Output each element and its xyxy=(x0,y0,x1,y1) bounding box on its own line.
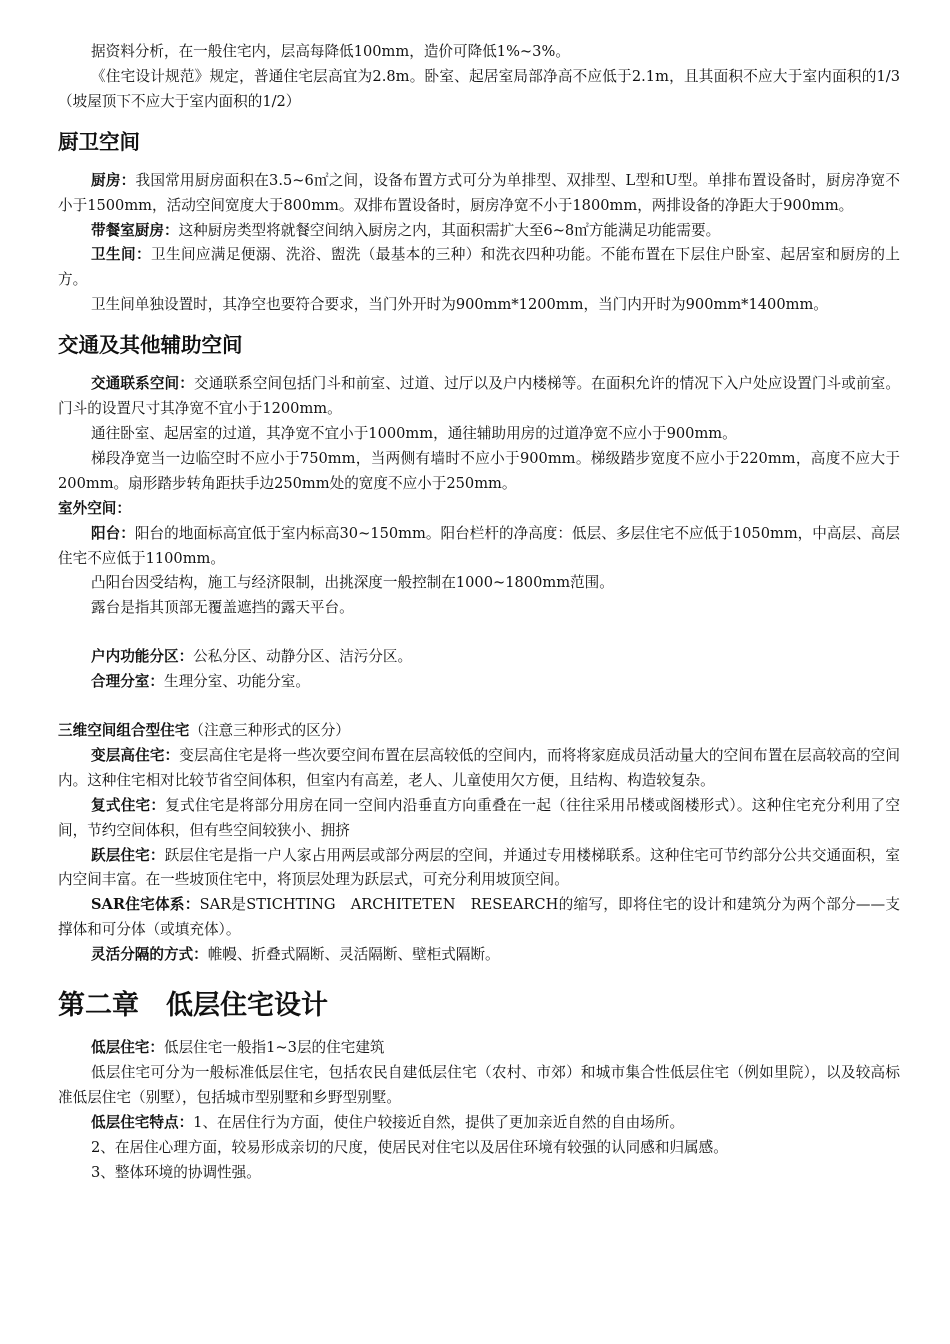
text-room-division: 生理分室、功能分室。 xyxy=(163,673,310,691)
paragraph-outdoor-space xyxy=(58,497,900,522)
text-duplex: 复式住宅是将部分用房在同一空间内沿垂直方向重叠在一起（往往采用吊楼或阁楼形式）。这种住宅充分利用了空间，节约空间体积，但有些空间较狭小、拥挤 xyxy=(58,796,900,839)
section-heading-kitchen-bath: 厨卫空间 xyxy=(58,129,140,154)
paragraph-low-rise-features xyxy=(58,1111,900,1136)
term-balcony: 阳台： xyxy=(91,524,135,542)
paragraph-terrace: 露台是指其顶部无覆盖遮挡的露天平台。 xyxy=(91,599,354,617)
paragraph-low-rise xyxy=(58,1036,900,1061)
paragraph-bathroom-size: 卫生间单独设置时，其净空也要符合要求，当门外开时为900mm*1200mm，当门内开时为900mm*1400mm。 xyxy=(91,296,828,314)
term-3d-housing: 三维空间组合型住宅 xyxy=(58,722,190,740)
document-page xyxy=(58,40,900,1186)
term-low-rise-features: 低层住宅特点： xyxy=(91,1113,194,1131)
text-kitchen: 我国常用厨房面积在3.5~6㎡之间，设备布置方式可分为单排型、双排型、L型和U型。单排布置设备时，厨房净宽不小于1500mm，活动空间宽度大于800mm。双排布置设备时，厨房净宽不小于1800mm，两排设备的净距大于900mm。 xyxy=(58,171,900,214)
paragraph-feature-3: 3、整体环境的协调性强。 xyxy=(91,1163,261,1181)
paragraph-kitchen xyxy=(58,169,900,219)
chapter-title: 第二章 低层住宅设计 xyxy=(58,990,328,1022)
paragraph-balcony xyxy=(58,522,900,572)
section-heading-circulation: 交通及其他辅助空间 xyxy=(58,333,243,358)
term-sar-system: SAR住宅体系： xyxy=(91,896,200,914)
term-room-division: 合理分室： xyxy=(91,673,164,691)
paragraph-circulation xyxy=(58,372,900,422)
term-variable-height: 变层高住宅： xyxy=(91,746,180,764)
paragraph-stairs: 梯段净宽当一边临空时不应小于750mm，当两侧有墙时不应小于900mm。梯级踏步宽度不应小于220mm，高度不应大于200mm。扇形踏步转角距扶手边250mm处的宽度不应小于250mm。 xyxy=(58,449,900,492)
term-outdoor-space: 室外空间： xyxy=(58,499,131,517)
term-kitchen: 厨房： xyxy=(91,171,136,189)
text-variable-height: 变层高住宅是将一些次要空间布置在层高较低的空间内，而将将家庭成员活动量大的空间布置在层高较高的空间内。这种住宅相对比较节省空间体积，但室内有高差，老人、儿童使用欠方便，且结构、构造较复杂。 xyxy=(58,746,900,789)
paragraph-low-rise-types: 低层住宅可分为一般标准低层住宅，包括农民自建低层住宅（农村、市郊）和城市集合性低层住宅（例如里院），以及较高标准低层住宅（别墅），包括城市型别墅和乡野型别墅。 xyxy=(58,1064,900,1106)
term-zoning: 户内功能分区： xyxy=(91,648,194,666)
paragraph-floor-height-cost: 据资料分析，在一般住宅内，层高每降低100mm，造价可降低1%~3%。 xyxy=(91,43,570,60)
term-split-level: 跃层住宅： xyxy=(91,846,165,864)
paragraph-dining-kitchen xyxy=(58,219,900,244)
paragraph-feature-2: 2、在居住心理方面，较易形成亲切的尺度，使居民对住宅以及居住环境有较强的认同感和归属感。 xyxy=(91,1138,728,1156)
term-duplex: 复式住宅： xyxy=(91,796,166,814)
text-low-rise: 低层住宅一般指1~3层的住宅建筑 xyxy=(163,1039,385,1057)
term-dining-kitchen: 带餐室厨房： xyxy=(91,221,179,239)
text-bathroom: 卫生间应满足便溺、洗浴、盥洗（最基本的三种）和洗衣四种功能。不能布置在下层住户卧室、起居室和厨房的上方。 xyxy=(58,246,900,289)
paragraph-split-level xyxy=(58,844,900,894)
term-circulation: 交通联系空间： xyxy=(91,375,194,393)
term-low-rise: 低层住宅： xyxy=(91,1039,164,1057)
text-dining-kitchen: 这种厨房类型将就餐空间纳入厨房之内，其面积需扩大至6~8㎡方能满足功能需要。 xyxy=(178,221,721,239)
text-circulation: 交通联系空间包括门斗和前室、过道、过厅以及户内楼梯等。在面积允许的情况下入户处应设置门斗或前室。门斗的设置尺寸其净宽不宜小于1200mm。 xyxy=(58,375,900,418)
paragraph-room-division xyxy=(58,670,900,695)
text-zoning: 公私分区、动静分区、洁污分区。 xyxy=(193,648,413,666)
paragraph-flexible-partition xyxy=(58,943,900,968)
paragraph-corridor: 通往卧室、起居室的过道，其净宽不宜小于1000mm，通往辅助用房的过道净宽不应小于900mm。 xyxy=(91,424,737,442)
paragraph-design-code: 《住宅设计规范》规定，普通住宅层高宜为2.8m。卧室、起居室局部净高不应低于2.1m，且其面积不应大于室内面积的1/3（坡屋顶下不应大于室内面积的1/2） xyxy=(58,67,900,110)
paragraph-sar-system xyxy=(58,893,900,943)
paragraph-variable-height xyxy=(58,744,900,794)
paragraph-zoning xyxy=(58,645,900,670)
paragraph-bathroom xyxy=(58,243,900,293)
paragraph-duplex xyxy=(58,794,900,844)
text-balcony: 阳台的地面标高宜低于室内标高30~150mm。阳台栏杆的净高度：低层、多层住宅不应低于1050mm，中高层、高层住宅不应低于1100mm。 xyxy=(58,524,900,567)
paragraph-3d-housing xyxy=(58,719,900,744)
text-feature-1: 1、在居住行为方面，使住户较接近自然，提供了更加亲近自然的自由场所。 xyxy=(193,1113,685,1131)
paragraph-cantilever-balcony: 凸阳台因受结构，施工与经济限制，出挑深度一般控制在1000~1800mm范围。 xyxy=(91,574,614,592)
term-flexible-partition: 灵活分隔的方式： xyxy=(91,946,208,964)
text-flexible-partition: 帷幔、折叠式隔断、灵活隔断、壁柜式隔断。 xyxy=(207,946,500,964)
text-sar-system: SAR是STICHTING ARCHITETEN RESEARCH的缩写，即将住宅的设计和建筑分为两个部分——支撑体和可分体（或填充体）。 xyxy=(58,896,900,939)
text-split-level: 跃层住宅是指一户人家占用两层或部分两层的空间，并通过专用楼梯联系。这种住宅可节约部分公共交通面积，室内空间丰富。在一些坡顶住宅中，将顶层处理为跃层式，可充分利用坡顶空间。 xyxy=(58,846,900,889)
text-3d-housing-note: （注意三种形式的区分） xyxy=(189,722,350,740)
term-bathroom: 卫生间： xyxy=(91,246,151,264)
